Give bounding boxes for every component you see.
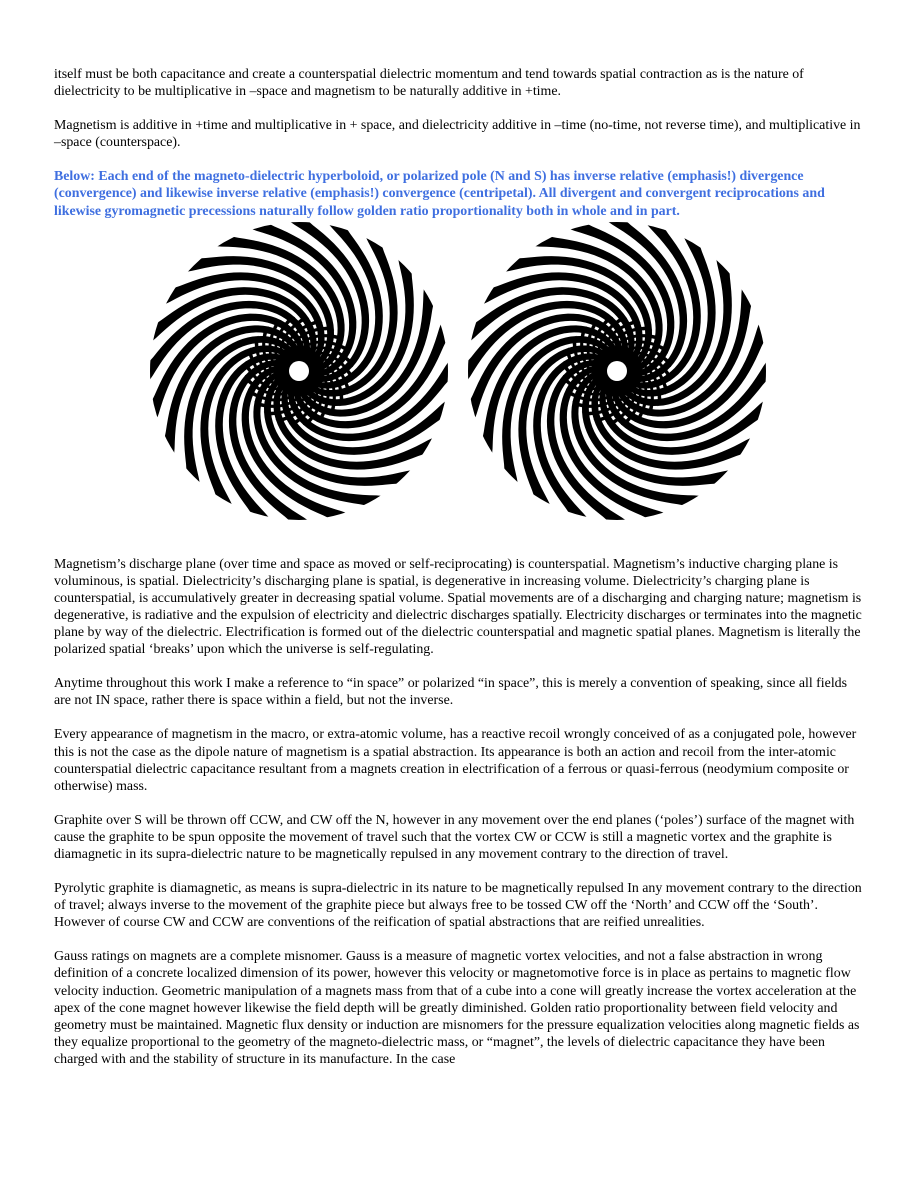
body-paragraph: Pyrolytic graphite is diamagnetic, as means is supra-dielectric in its nature to be magnetically repulsed In any movement contrary to the direction of travel; always inverse to the movement of the graphite piece but always free to be tossed CW off the ‘North’ and CCW off the ‘South’. However of course CW and CCW are conventions of the reification of spatial abstractions that are reified unrealities.: [54, 881, 862, 931]
spiral-vortex-left-icon: [149, 221, 449, 521]
spiral-figure: [54, 221, 866, 529]
body-paragraph: Every appearance of magnetism in the macro, or extra-atomic volume, has a reactive recoil wrongly conceived of as a conjugated pole, however this is not the case as the dipole nature of magnetism is a spatial abstraction. Its appearance is both an action and recoil from the inter-atomic counterspatial dielectric capacitance resultant from a magnets creation in electrification of a ferrous or quasi-ferrous (neodymium composite or otherwise) mass.: [54, 727, 857, 794]
figure-caption: Below: Each end of the magneto-dielectric hyperboloid, or polarized pole (N and S) has inverse relative (emphasis!) divergence (convergence) and likewise inverse relative (emphasis!) convergence (centripetal). All divergent and convergent reciprocations and likewise gyromagnetic precessions naturally follow golden ratio proportionality both in whole and in part.: [54, 169, 825, 219]
body-paragraph: Graphite over S will be thrown off CCW, and CW off the N, however in any movement over the end planes (‘poles’) surface of the magnet with cause the graphite to be spun opposite the movement of travel such that the vortex CW or CCW is still a magnetic vortex and the graphite is diamagnetic in its supra-dielectric nature to be magnetically repulsed in any movement contrary to the direction of travel.: [54, 812, 855, 862]
body-paragraph: Magnetism is additive in +time and multiplicative in + space, and dielectricity additive in –time (no-time, not reverse time), and multiplicative in –space (counterspace).: [54, 118, 861, 151]
vortex-center: [289, 361, 309, 381]
body-paragraph: Gauss ratings on magnets are a complete misnomer. Gauss is a measure of magnetic vortex velocities, and not a false abstraction in wrong definition of a concrete localized dimension of its power, however this velocity or magnetomotive force is in place as pertains to magnetic flow velocity induction. Geometric manipulation of a magnets mass from that of a cube into a cone will greatly increase the vortex acceleration at the apex of the cone magnet however likewise the field depth will be greatly diminished. Golden ratio proportionality between field velocity and geometry must be maintained. Magnetic flux density or induction are misnomers for the pressure equalization velocities along magnetic fields as they equalize proportional to the geometry of the magneto-dielectric mass, or “magnet”, the levels of dielectric capacitance they have been charged with and the stability of structure in its manufacture. In the case: [54, 949, 860, 1067]
spiral-figure-image: [145, 221, 775, 529]
body-paragraph: Magnetism’s discharge plane (over time and space as moved or self-reciprocating) is counterspatial. Magnetism’s inductive charging plane is voluminous, is spatial. Dielectricity’s discharging plane is spatial, is degenerative in increasing volume. Dielectricity’s charging plane is counterspatial, is accumulatively greater in decreasing spatial volume. Spatial movements are of a discharging and charging nature; magnetism is degenerative, is radiative and the expulsion of electricity and dielectric discharges spatially. Electricity discharges or terminates into the magnetic plane by way of the dielectric. Electrification is formed out of the dielectric counterspatial and magnetic spatial planes. Magnetism is literally the polarized spatial ‘breaks’ upon which the universe is self-regulating.: [54, 556, 862, 658]
body-paragraph: itself must be both capacitance and create a counterspatial dielectric momentum and tend towards spatial contraction as is the nature of dielectricity to be multiplicative in –space and magnetism to be naturally additive in +time.: [54, 67, 804, 100]
vortex-center: [607, 361, 627, 381]
document-page: [54, 66, 866, 1085]
body-paragraph: Anytime throughout this work I make a reference to “in space” or polarized “in space”, this is merely a convention of speaking, since all fields are not IN space, rather there is space within a field, but not the inverse.: [54, 676, 848, 709]
spiral-vortex-right-icon: [467, 221, 767, 521]
